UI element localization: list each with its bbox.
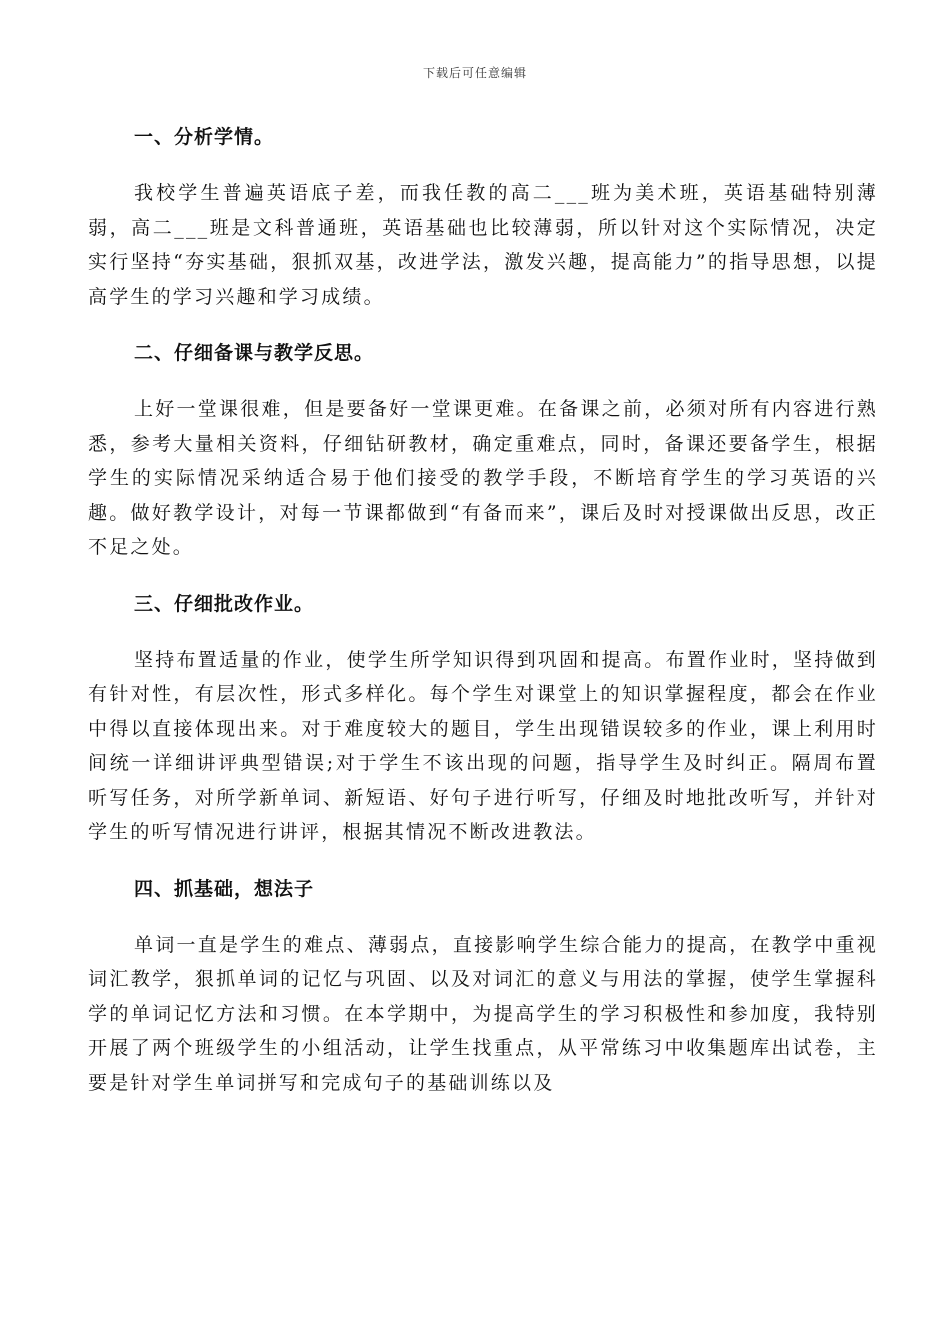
document-body bbox=[88, 118, 878, 1120]
section-basics bbox=[88, 870, 878, 1101]
section-paragraph: 单词一直是学生的难点、薄弱点，直接影响学生综合能力的提高，在教学中重视词汇教学，狠抓单词的记忆与巩固、以及对词汇的意义与用法的掌握，使学生掌握科学的单词记忆方法和习惯。在本学期中，为提高学生的学习积极性和参加度，我特别开展了两个班级学生的小组活动，让学生找重点，从平常练习中收集题库出试卷，主要是针对学生单词拼写和完成句子的基础训练以及 bbox=[88, 933, 878, 1094]
section-lesson-preparation bbox=[88, 334, 878, 565]
section-heading: 二、仔细备课与教学反思。 bbox=[134, 342, 375, 364]
section-homework-correction bbox=[88, 585, 878, 850]
section-heading: 三、仔细批改作业。 bbox=[134, 592, 315, 615]
section-heading: 一、分析学情。 bbox=[134, 126, 275, 148]
section-paragraph: 我校学生普遍英语底子差，而我任教的高二___班为美术班，英语基础特别薄弱，高二___班是文科普通班，英语基础也比较薄弱，所以针对这个实际情况，决定实行坚持“夯实基础，狠抓双基，改进学法，激发兴趣，提高能力”的指导思想，以提高学生的学习兴趣和学习成绩。 bbox=[88, 182, 878, 308]
section-paragraph: 坚持布置适量的作业，使学生所学知识得到巩固和提高。布置作业时，坚持做到有针对性，有层次性，形式多样化。每个学生对课堂上的知识掌握程度，都会在作业中得以直接体现出来。对于难度较大的题目，学生出现错误较多的作业，课上利用时间统一详细讲评典型错误;对于学生不该出现的问题，指导学生及时纠正。隔周布置听写任务，对所学新单词、新短语、好句子进行听写，仔细及时地批改听写，并针对学生的听写情况进行讲评，根据其情况不断改进教法。 bbox=[88, 648, 878, 843]
page-header-note: 下载后可任意编辑 bbox=[422, 66, 527, 80]
section-heading: 四、抓基础，想法子 bbox=[134, 877, 315, 900]
section-analysis bbox=[88, 118, 878, 314]
section-paragraph: 上好一堂课很难，但是要备好一堂课更难。在备课之前，必须对所有内容进行熟悉，参考大量相关资料，仔细钻研教材，确定重难点，同时，备课还要备学生，根据学生的实际情况采纳适合易于他们接受的教学手段，不断培育学生的学习英语的兴趣。做好教学设计，对每一节课都做到“有备而来”，课后及时对授课做出反思，改正不足之处。 bbox=[88, 398, 878, 558]
